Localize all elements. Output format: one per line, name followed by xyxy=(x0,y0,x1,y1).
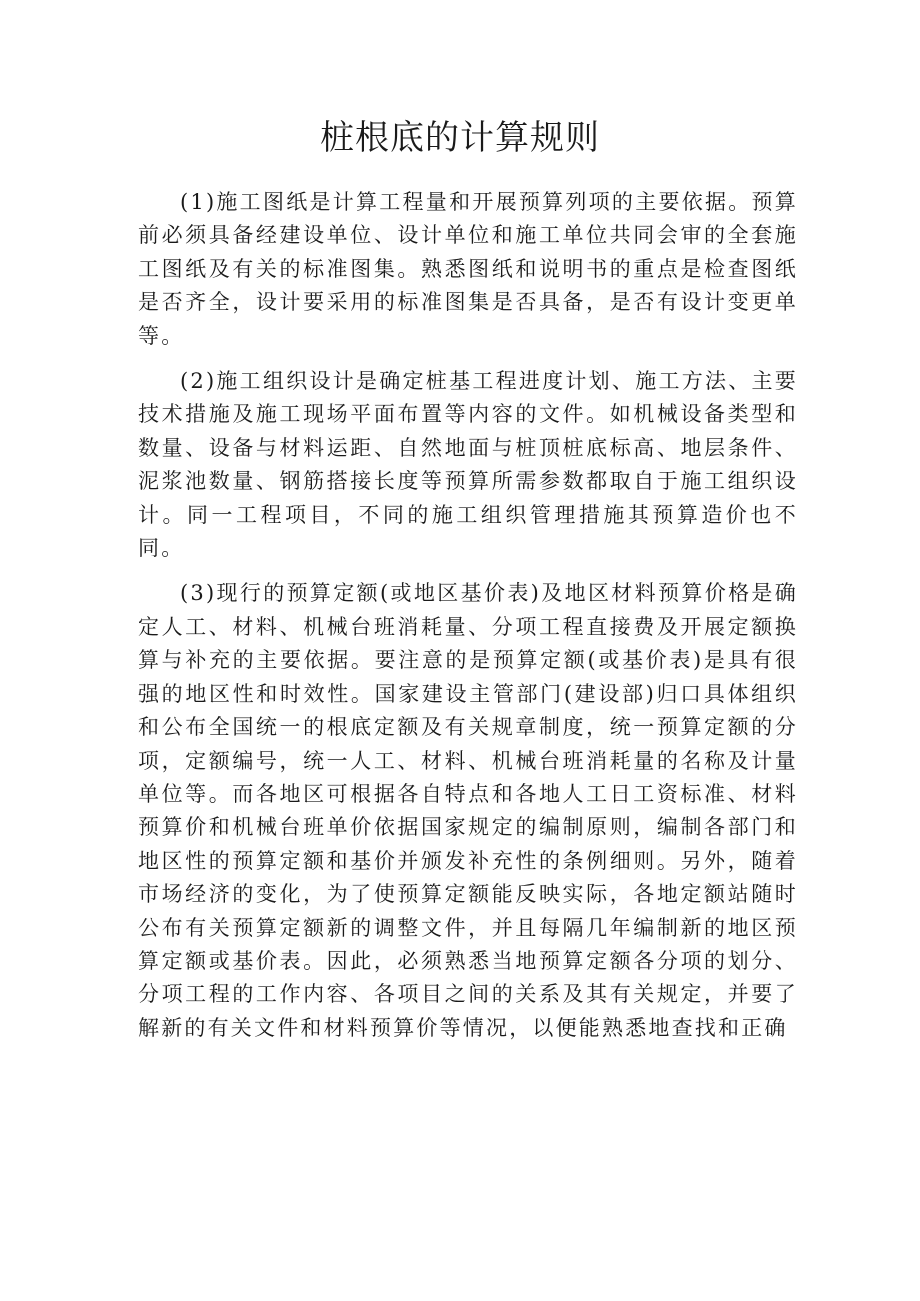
paragraph-2: (2)施工组织设计是确定桩基工程进度计划、施工方法、主要技术措施及施工现场平面布置等内容的文件。如机械设备类型和数量、设备与材料运距、自然地面与桩顶桩底标高、地层条件、泥浆池数量、钢筋搭接长度等预算所需参数都取自于施工组织设计。同一工程项目，不同的施工组织管理措施其预算造价也不同。 xyxy=(138,369,798,561)
document-body xyxy=(138,186,798,1057)
document-title: 桩根底的计算规则 xyxy=(320,118,600,158)
paragraph-3: (3)现行的预算定额(或地区基价表)及地区材料预算价格是确定人工、材料、机械台班消耗量、分项工程直接费及开展定额换算与补充的主要依据。要注意的是预算定额(或基价表)是具有很强的地区性和时效性。国家建设主管部门(建设部)归口具体组织和公布全国统一的根底定额及有关规章制度，统一预算定额的分项，定额编号，统一人工、材料、机械台班消耗量的名称及计量单位等。而各地区可根据各自特点和各地人工日工资标准、材料预算价和机械台班单价依据国家规定的编制原则，编制各部门和地区性的预算定额和基价并颁发补充性的条例细则。另外，随着市场经济的变化，为了使预算定额能反映实际，各地定额站随时公布有关预算定额新的调整文件，并且每隔几年编制新的地区预算定额或基价表。因此，必须熟悉当地预算定额各分项的划分、分项工程的工作内容、各项目之间的关系及其有关规定，并要了解新的有关文件和材料预算价等情况，以便能熟悉地查找和正确 xyxy=(138,581,798,1040)
paragraph-1: (1)施工图纸是计算工程量和开展预算列项的主要依据。预算前必须具备经建设单位、设计单位和施工单位共同会审的全套施工图纸及有关的标准图集。熟悉图纸和说明书的重点是检查图纸是否齐全，设计要采用的标准图集是否具备，是否有设计变更单等。 xyxy=(138,190,798,348)
